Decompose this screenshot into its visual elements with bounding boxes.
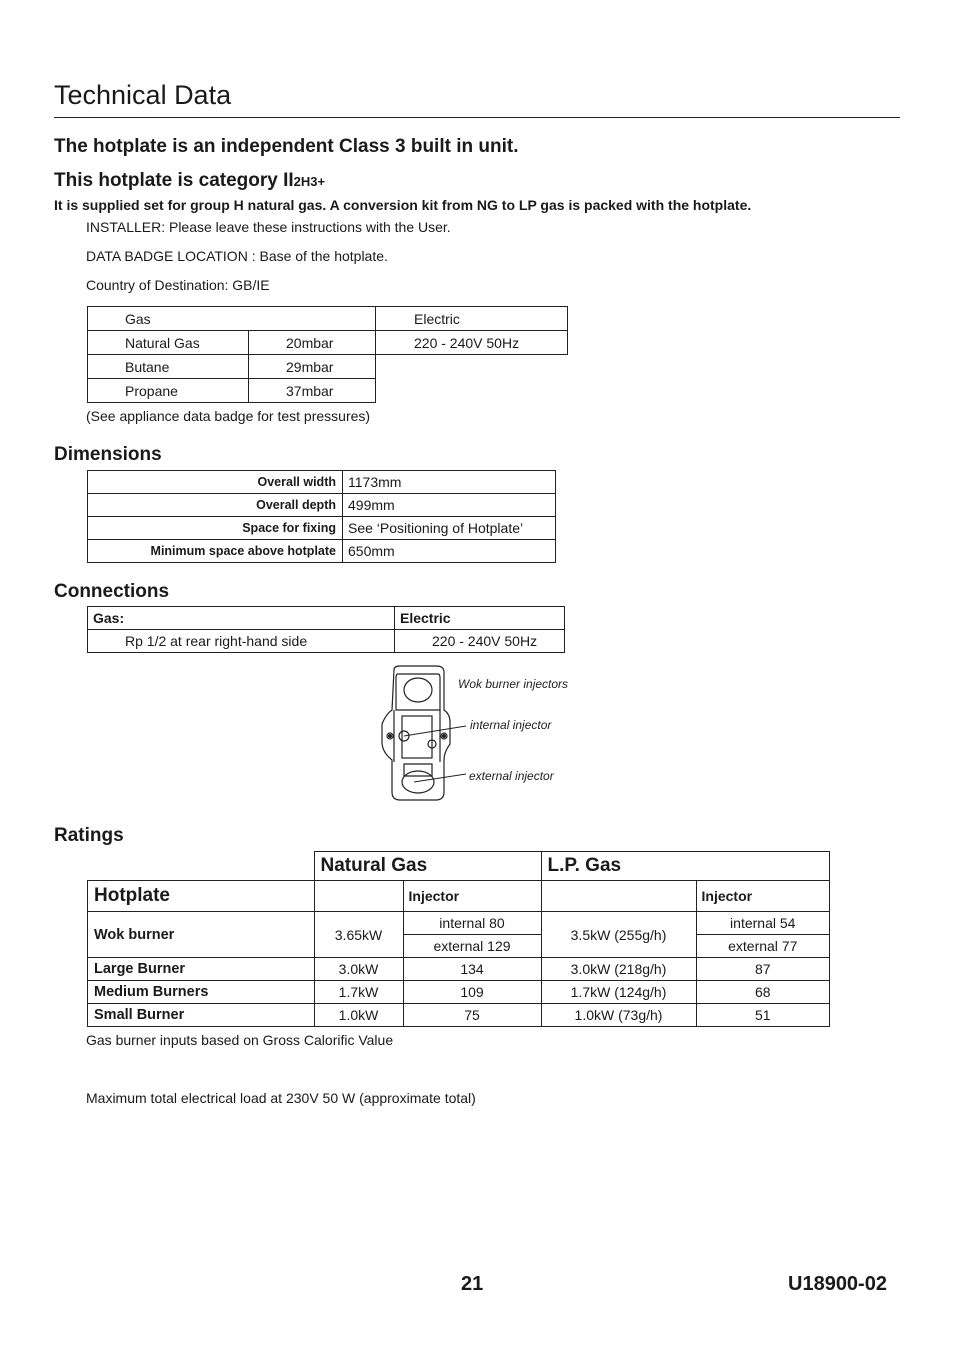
pressure-note: (See appliance data badge for test pressures) <box>86 408 371 424</box>
connections-gas-value: Rp 1/2 at rear right-hand side <box>88 630 395 653</box>
wok-lp-power: 3.5kW (255g/h) <box>541 912 696 958</box>
lp-injector: 68 <box>696 981 830 1004</box>
ng-injector: 75 <box>403 1004 541 1027</box>
class-heading: The hotplate is an independent Class 3 built in unit. <box>54 136 519 157</box>
ratings-table <box>87 851 830 1027</box>
category-subscript: 2H3+ <box>293 174 326 189</box>
internal-leader-line <box>404 726 466 736</box>
burner-label: Small Burner <box>88 1004 315 1027</box>
ng-injector: 134 <box>403 958 541 981</box>
connections-electric-header: Electric <box>395 607 565 630</box>
wok-burner-drawing <box>382 666 450 800</box>
lp-injector: 87 <box>696 958 830 981</box>
lp-injector: 51 <box>696 1004 830 1027</box>
ratings-heading: Ratings <box>54 825 124 846</box>
dimensions-table <box>87 470 556 563</box>
connections-electric-value: 220 - 240V 50Hz <box>395 630 565 653</box>
dimension-value: 1173mm <box>343 471 556 494</box>
lp-power: 3.0kW (218g/h) <box>541 958 696 981</box>
supply-note: It is supplied set for group H natural gas. A conversion kit from NG to LP gas is packed with the hotplate. <box>54 197 752 213</box>
connections-table <box>87 606 565 653</box>
electrical-load-note: Maximum total electrical load at 230V 50 W (approximate total) <box>86 1090 476 1106</box>
injector-dot <box>388 734 392 738</box>
badge-location: DATA BADGE LOCATION : Base of the hotplate. <box>86 248 388 264</box>
burner-label: Medium Burners <box>88 981 315 1004</box>
gas-row-pressure: 20mbar <box>249 331 376 355</box>
page-title: Technical Data <box>54 80 232 110</box>
wok-injectors-label: Wok burner injectors <box>458 677 569 691</box>
lp-power: 1.7kW (124g/h) <box>541 981 696 1004</box>
external-injector-label: external injector <box>469 769 554 783</box>
ng-injector: 109 <box>403 981 541 1004</box>
ng-power: 1.7kW <box>314 981 403 1004</box>
gas-row-pressure: 37mbar <box>249 379 376 403</box>
ng-power: 3.0kW <box>314 958 403 981</box>
ng-injector-header: Injector <box>403 881 541 912</box>
dimension-label: Space for fixing <box>88 517 343 540</box>
connections-heading: Connections <box>54 581 170 602</box>
wok-burner-label: Wok burner <box>88 912 315 958</box>
dimension-value: See ‘Positioning of Hotplate’ <box>343 517 556 540</box>
lp-injector-header: Injector <box>696 881 830 912</box>
lp-power: 1.0kW (73g/h) <box>541 1004 696 1027</box>
installer-note: INSTALLER: Please leave these instructions with the User. <box>86 219 451 235</box>
document-code: U18900-02 <box>788 1273 887 1295</box>
gas-row-name: Butane <box>88 355 249 379</box>
natural-gas-header: Natural Gas <box>314 852 541 881</box>
burner-label: Large Burner <box>88 958 315 981</box>
external-leader-line <box>414 774 466 782</box>
electric-header: Electric <box>376 307 568 331</box>
lp-gas-header: L.P. Gas <box>541 852 830 881</box>
gas-header: Gas <box>88 307 376 331</box>
connections-gas-header: Gas: <box>88 607 395 630</box>
wok-burner-diagram <box>374 664 594 806</box>
ng-power: 1.0kW <box>314 1004 403 1027</box>
dimension-label: Overall width <box>88 471 343 494</box>
dimension-value: 650mm <box>343 540 556 563</box>
category-heading <box>54 170 325 192</box>
dimension-label: Overall depth <box>88 494 343 517</box>
calorific-note: Gas burner inputs based on Gross Calorific Value <box>86 1032 394 1048</box>
title-rule <box>54 117 900 118</box>
gas-row-name: Natural Gas <box>88 331 249 355</box>
dimension-label: Minimum space above hotplate <box>88 540 343 563</box>
internal-injector-label: internal injector <box>470 718 552 732</box>
wok-lp-internal: internal 54 <box>696 912 830 935</box>
wok-ng-power: 3.65kW <box>314 912 403 958</box>
gas-electric-table <box>87 306 568 403</box>
wok-ng-external: external 129 <box>403 935 541 958</box>
country-destination: Country of Destination: GB/IE <box>86 277 270 293</box>
category-heading-text: This hotplate is category II <box>54 170 294 191</box>
wok-lp-external: external 77 <box>696 935 830 958</box>
dimension-value: 499mm <box>343 494 556 517</box>
gas-row-pressure: 29mbar <box>249 355 376 379</box>
gas-row-name: Propane <box>88 379 249 403</box>
wok-ng-internal: internal 80 <box>403 912 541 935</box>
dimensions-heading: Dimensions <box>54 444 162 465</box>
hotplate-header: Hotplate <box>88 881 315 912</box>
electric-value: 220 - 240V 50Hz <box>376 331 568 355</box>
page-number: 21 <box>461 1273 484 1295</box>
injector-dot <box>442 734 446 738</box>
